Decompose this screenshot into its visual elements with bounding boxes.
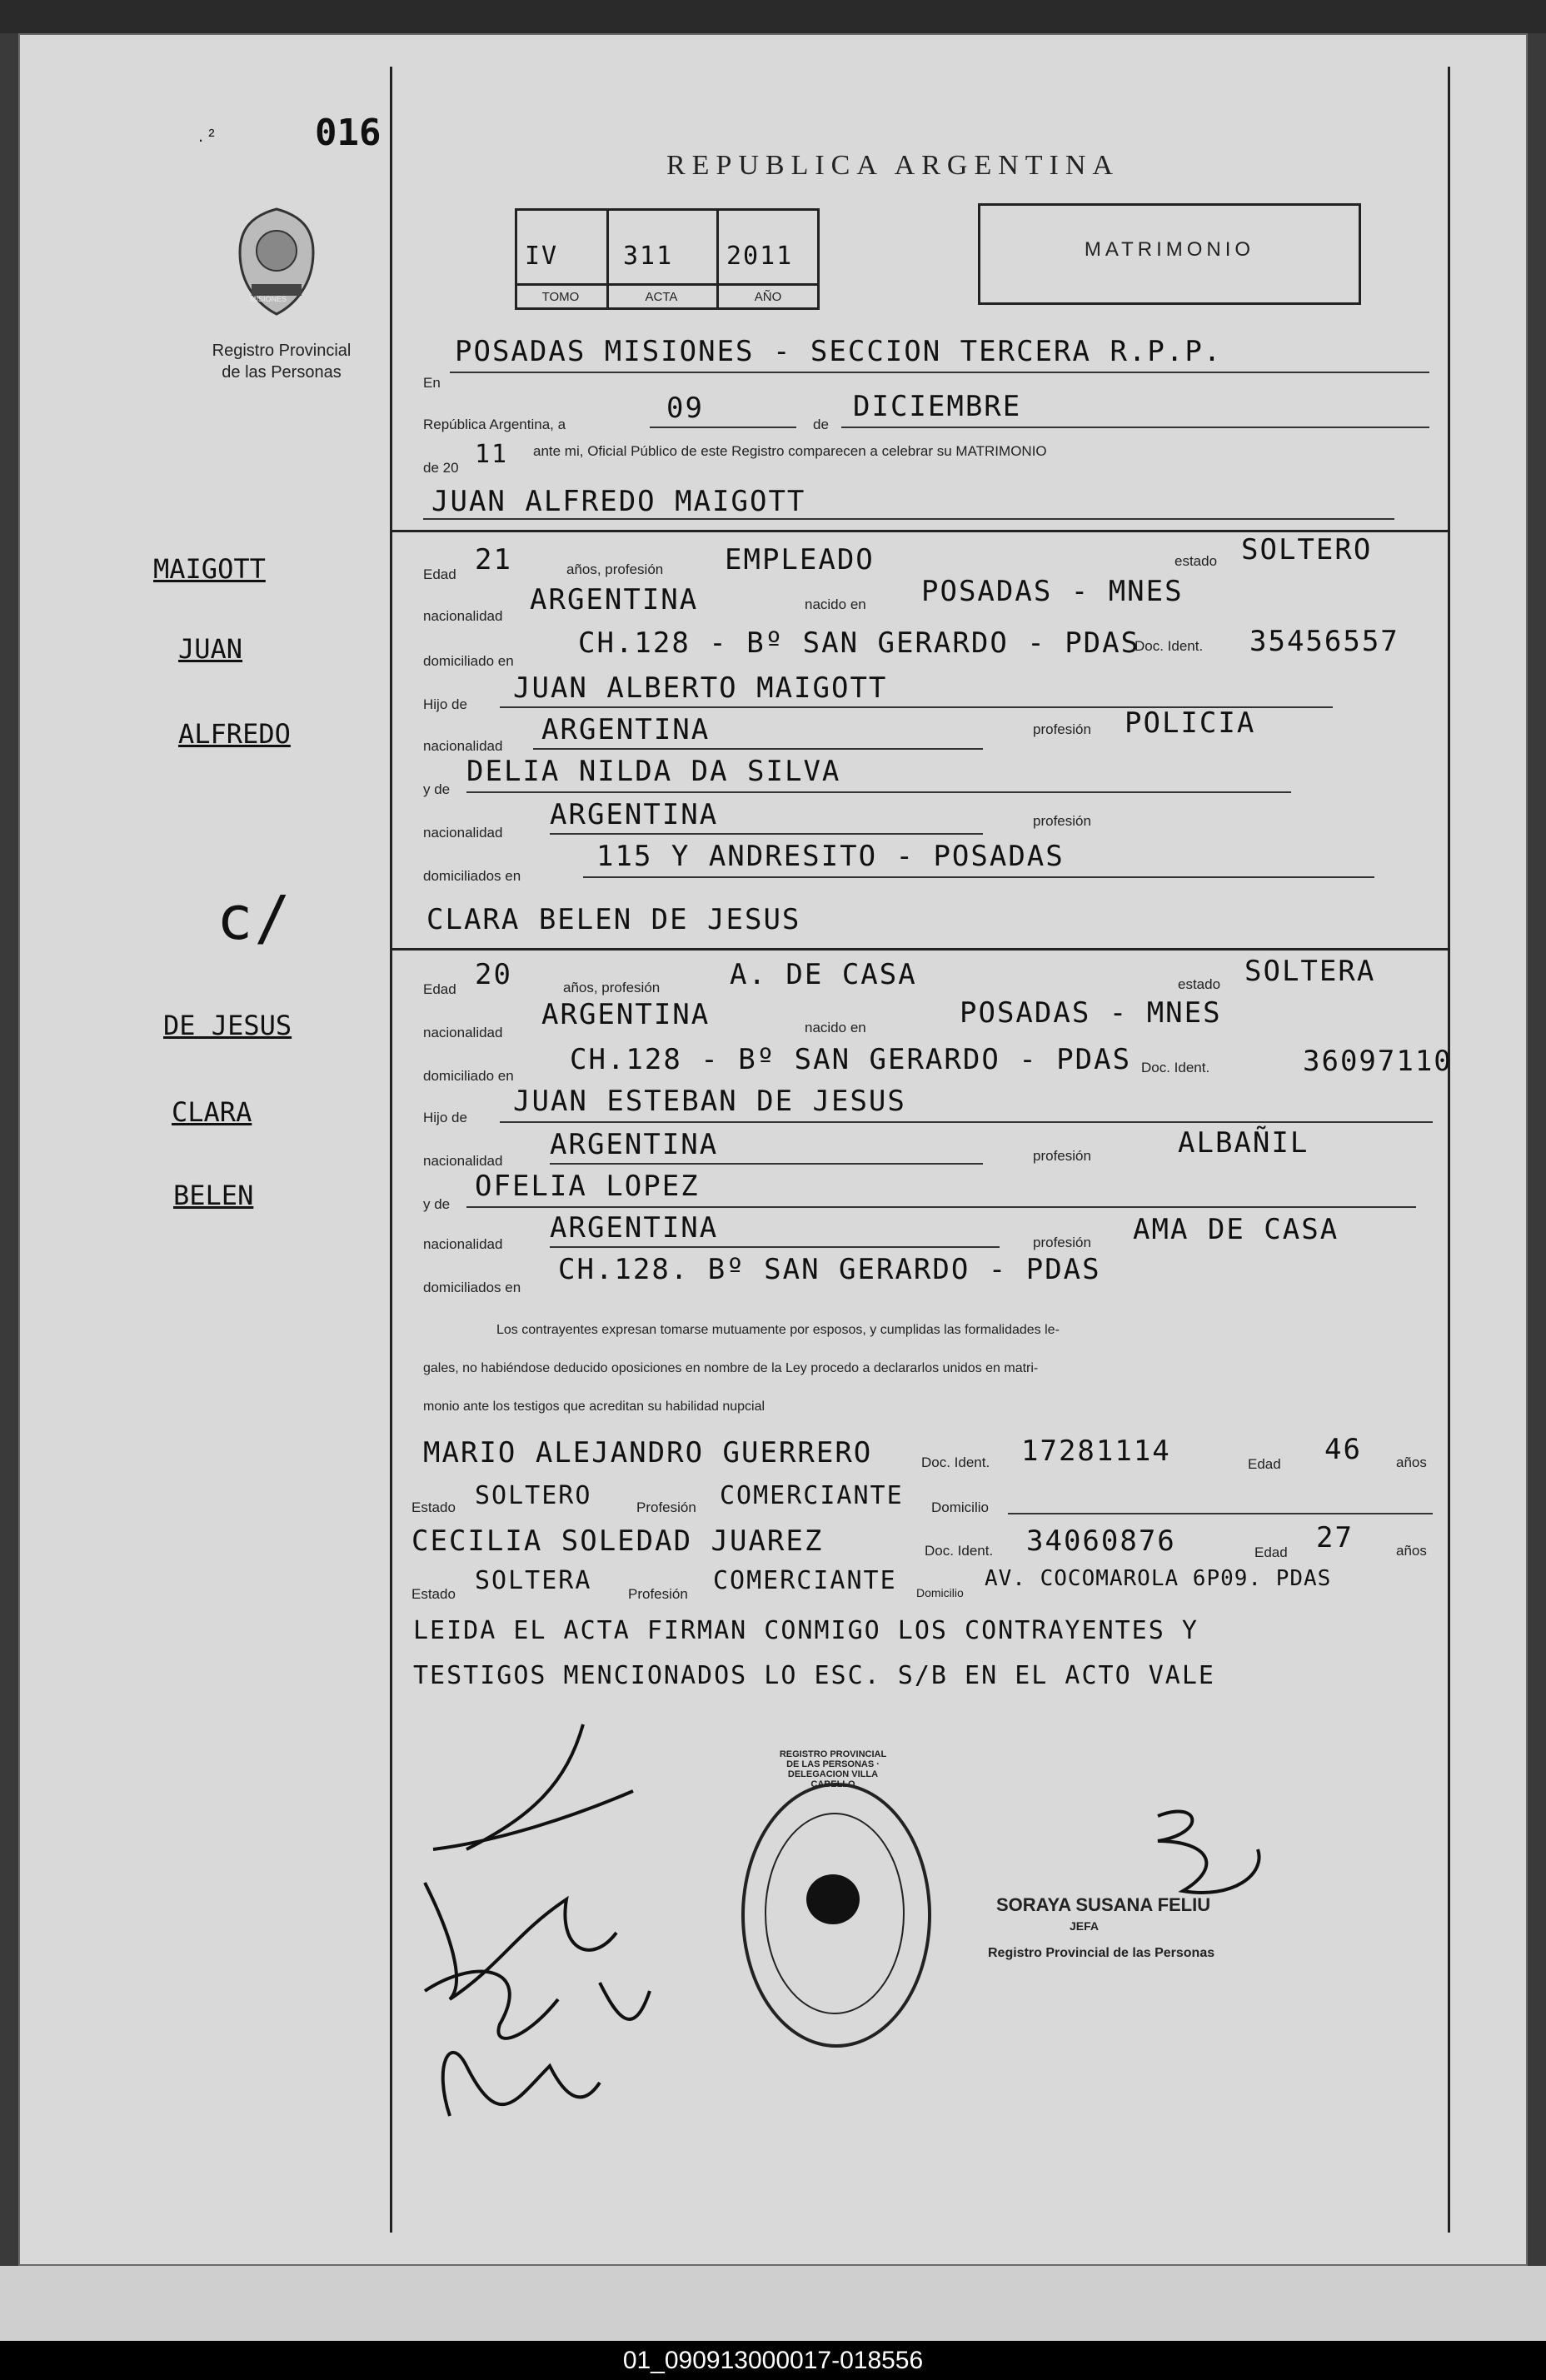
stamp-ink-blot-icon	[800, 1866, 866, 1933]
tomo-value: IV	[525, 242, 559, 271]
margin-groom-surname: MAIGOTT	[153, 553, 266, 585]
groom-nac-label: nacionalidad	[423, 608, 503, 624]
official-registry: Registro Provincial de las Personas	[988, 1946, 1215, 1960]
stamp-text: REGISTRO PROVINCIAL DE LAS PERSONAS · DELEGACION VILLA CABELLO	[779, 1749, 887, 1789]
bride-father-profession: ALBAÑIL	[1178, 1126, 1309, 1160]
year-prefix: de 20	[423, 460, 459, 476]
witness1-doc: 17281114	[1021, 1434, 1171, 1468]
closing-line2: TESTIGOS MENCIONADOS LO ESC. S/B EN EL ACTO VALE	[413, 1661, 1215, 1690]
bride-mother-profession: AMA DE CASA	[1133, 1213, 1339, 1246]
scan-top-edge	[0, 0, 1546, 33]
place-value: POSADAS MISIONES - SECCION TERCERA R.P.P.	[455, 335, 1223, 368]
witness1-domic-label: Domicilio	[931, 1499, 989, 1515]
day-value: 09	[666, 392, 704, 425]
bride-estado-label: estado	[1178, 976, 1221, 992]
groom-father-profession: POLICIA	[1125, 706, 1256, 740]
witness2-age-label: Edad	[1254, 1544, 1288, 1560]
groom-parents-domic-label: domiciliados en	[423, 868, 521, 884]
bride-section-separator	[391, 948, 1448, 951]
groom-doc: 35456557	[1249, 625, 1399, 658]
intro-text: ante mi, Oficial Público de este Registro comparecen a celebrar su MATRIMONIO	[533, 443, 1047, 459]
witness1-prof-label: Profesión	[636, 1499, 696, 1515]
groom-nationality: ARGENTINA	[530, 583, 699, 616]
margin-bride-second: BELEN	[173, 1180, 254, 1211]
de-label: de	[813, 417, 829, 432]
margin-groom-first: JUAN	[178, 633, 243, 665]
bride-mother-nationality: ARGENTINA	[550, 1211, 719, 1245]
declaration-line3: monio ante los testigos que acreditan su habilidad nupcial	[423, 1400, 766, 1414]
margin-bride-first: CLARA	[172, 1096, 252, 1128]
footer-id: 01_090913000017-018556	[0, 2341, 1546, 2380]
groom-doc-label: Doc. Ident.	[1135, 638, 1204, 654]
record-type: MATRIMONIO	[1084, 238, 1255, 261]
groom-mother-nac-label: nacionalidad	[423, 825, 503, 841]
bride-mother-prof-label: profesión	[1033, 1235, 1091, 1250]
closing-line1: LEIDA EL ACTA FIRMAN CONMIGO LOS CONTRAYENTES Y	[413, 1616, 1199, 1645]
groom-profession: EMPLEADO	[725, 543, 875, 576]
anio-value: 2011	[726, 242, 794, 271]
margin-bride-surname: DE JESUS	[163, 1010, 292, 1041]
witness1-name: MARIO ALEJANDRO GUERRERO	[423, 1436, 873, 1469]
groom-address: CH.128 - Bº SAN GERARDO - PDAS	[578, 626, 1140, 660]
witness2-profession: COMERCIANTE	[713, 1566, 897, 1595]
registry-line2: de las Personas	[222, 363, 342, 382]
groom-hijo-label: Hijo de	[423, 696, 467, 712]
anio-label: AÑO	[754, 290, 782, 304]
groom-estado: SOLTERO	[1241, 533, 1373, 566]
republica-label: República Argentina, a	[423, 417, 566, 432]
groom-age-label: Edad	[423, 566, 456, 582]
bride-father-nationality: ARGENTINA	[550, 1128, 719, 1161]
groom-anos-profesion-label: años, profesión	[566, 561, 664, 577]
provincial-crest-icon	[227, 204, 327, 321]
groom-mother-nationality: ARGENTINA	[550, 798, 719, 831]
groom-full-name: JUAN ALFREDO MAIGOTT	[431, 485, 806, 518]
bride-father-prof-label: profesión	[1033, 1148, 1091, 1164]
folio-number: 016	[315, 112, 382, 154]
bride-nac-label: nacionalidad	[423, 1025, 503, 1040]
bride-profession: A. DE CASA	[730, 958, 917, 991]
margin-rule	[390, 67, 392, 2233]
witness1-age-label: Edad	[1248, 1456, 1281, 1472]
acta-value: 311	[623, 242, 674, 271]
groom-mother-prof-label: profesión	[1033, 813, 1091, 829]
signatures-contrayentes-icon	[400, 1716, 733, 2183]
bride-birthplace: POSADAS - MNES	[960, 996, 1222, 1030]
bride-full-name: CLARA BELEN DE JESUS	[426, 903, 801, 936]
bride-nacido-label: nacido en	[805, 1020, 866, 1035]
groom-yde-label: y de	[423, 781, 451, 797]
declaration-line1: Los contrayentes expresan tomarse mutuamente por esposos, y cumplidas las formalidades le-	[496, 1323, 1060, 1337]
groom-father-nationality: ARGENTINA	[541, 713, 711, 746]
bride-mother-nac-label: nacionalidad	[423, 1236, 503, 1252]
witness2-doc-label: Doc. Ident.	[925, 1543, 994, 1559]
year-suffix: 11	[475, 440, 509, 469]
groom-domic-label: domiciliado en	[423, 653, 514, 669]
bride-hijo-label: Hijo de	[423, 1110, 467, 1125]
bride-domic-label: domiciliado en	[423, 1068, 514, 1084]
witness2-estado: SOLTERA	[475, 1566, 592, 1595]
bride-doc: 36097110	[1303, 1045, 1453, 1078]
witness2-doc: 34060876	[1026, 1524, 1176, 1558]
bride-nationality: ARGENTINA	[541, 998, 711, 1031]
groom-nacido-label: nacido en	[805, 596, 866, 612]
bride-anos-profesion-label: años, profesión	[563, 980, 661, 995]
margin-connector: c/	[217, 883, 292, 953]
groom-father-nac-label: nacionalidad	[423, 738, 503, 754]
bride-parents-domic-label: domiciliados en	[423, 1280, 521, 1295]
witness1-age: 46	[1324, 1433, 1362, 1466]
month-value: DICIEMBRE	[853, 390, 1022, 423]
witness2-estado-label: Estado	[411, 1586, 456, 1602]
witness1-doc-label: Doc. Ident.	[921, 1454, 990, 1470]
right-rule	[1448, 67, 1450, 2233]
declaration-line2: gales, no habiéndose deducido oposiciones en nombre de la Ley procedo a declararlos unidos en matri-	[423, 1361, 1039, 1375]
groom-section-separator	[391, 530, 1448, 532]
witness1-estado: SOLTERO	[475, 1481, 592, 1510]
witness1-anos-label: años	[1396, 1454, 1427, 1470]
groom-father-prof-label: profesión	[1033, 721, 1091, 737]
bride-yde-label: y de	[423, 1196, 451, 1212]
witness2-anos-label: años	[1396, 1543, 1427, 1559]
bride-doc-label: Doc. Ident.	[1141, 1060, 1210, 1075]
witness2-prof-label: Profesión	[628, 1586, 688, 1602]
bride-estado: SOLTERA	[1244, 955, 1376, 988]
witness1-profession: COMERCIANTE	[720, 1481, 904, 1510]
scan-bottom-band	[0, 2266, 1546, 2341]
witness2-age: 27	[1316, 1521, 1354, 1554]
country-title: REPUBLICA ARGENTINA	[666, 150, 1120, 181]
official-name: SORAYA SUSANA FELIU	[996, 1894, 1211, 1915]
bride-father-nac-label: nacionalidad	[423, 1153, 503, 1169]
groom-birthplace: POSADAS - MNES	[921, 575, 1184, 608]
bride-address: CH.128 - Bº SAN GERARDO - PDAS	[570, 1043, 1132, 1076]
groom-mother: DELIA NILDA DA SILVA	[466, 755, 841, 788]
witness2-address: AV. COCOMAROLA 6P09. PDAS	[985, 1566, 1332, 1591]
acta-label: ACTA	[645, 290, 678, 304]
groom-age: 21	[475, 543, 512, 576]
groom-estado-label: estado	[1174, 553, 1218, 569]
bride-parents-address: CH.128. Bº SAN GERARDO - PDAS	[558, 1253, 1101, 1286]
official-title: JEFA	[1070, 1919, 1100, 1933]
crest-text: MISIONES	[250, 295, 287, 303]
bride-age: 20	[475, 958, 512, 991]
en-label: En	[423, 375, 441, 391]
registry-line1: Registro Provincial	[212, 342, 352, 360]
tomo-label: TOMO	[541, 290, 580, 304]
folio-mark: . ²	[198, 125, 215, 146]
bride-father: JUAN ESTEBAN DE JESUS	[513, 1085, 906, 1118]
witness1-estado-label: Estado	[411, 1499, 456, 1515]
witness2-name: CECILIA SOLEDAD JUAREZ	[411, 1524, 824, 1558]
bride-mother: OFELIA LOPEZ	[475, 1170, 700, 1203]
groom-parents-address: 115 Y ANDRESITO - POSADAS	[596, 840, 1065, 873]
bride-age-label: Edad	[423, 981, 456, 997]
witness2-domic-label: Domicilio	[916, 1586, 964, 1599]
groom-father: JUAN ALBERTO MAIGOTT	[513, 671, 888, 705]
margin-groom-second: ALFREDO	[178, 718, 291, 750]
